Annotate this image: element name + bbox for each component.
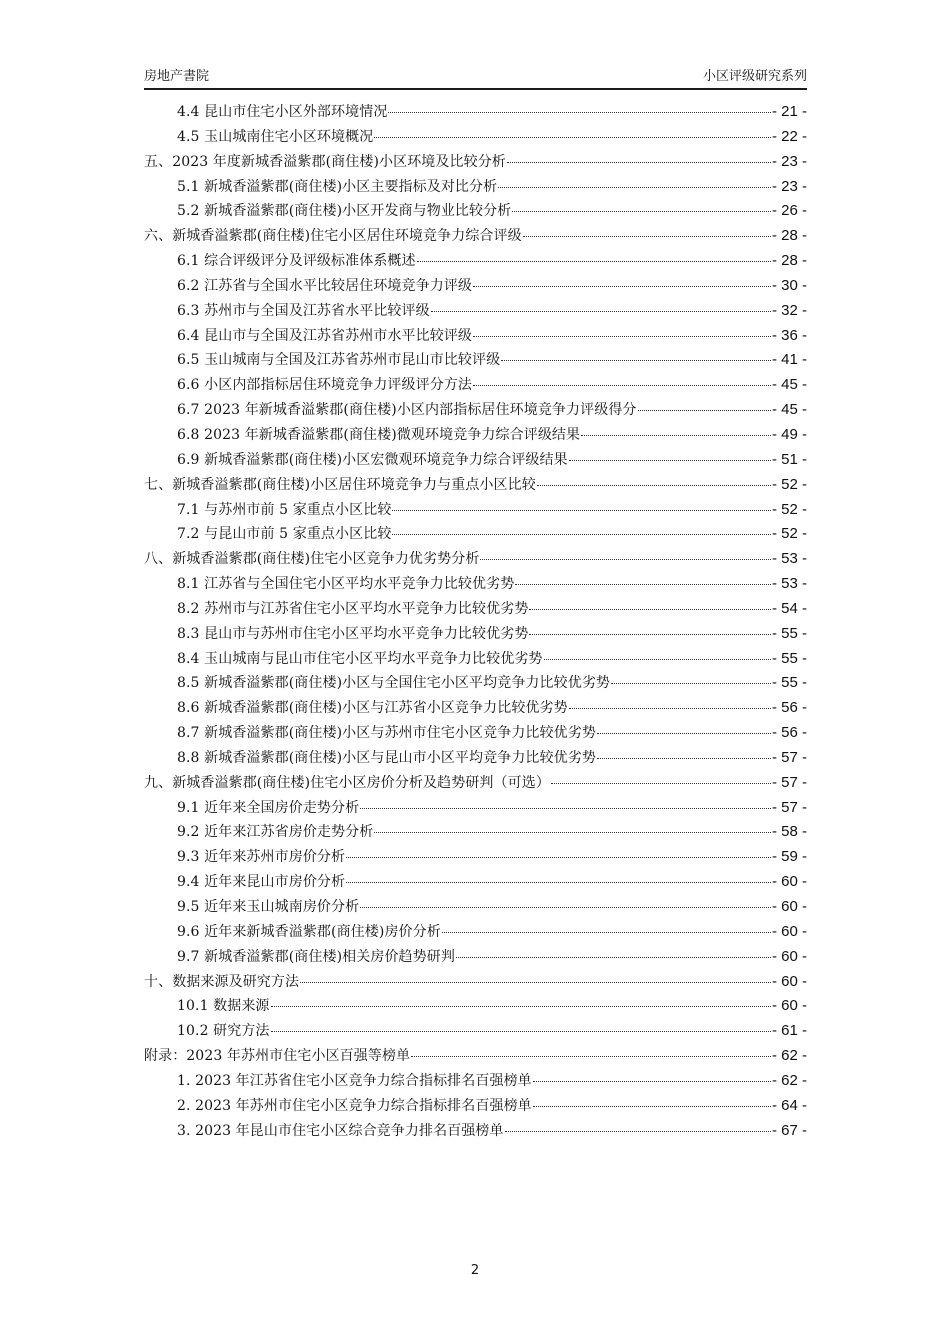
toc-entry-title: 九、新城香溢紫郡(商住楼)住宅小区房价分析及趋势研判（可选） [144, 774, 550, 791]
dot-leader [498, 173, 771, 188]
dot-leader [597, 744, 771, 759]
toc-entry-title: 10.2 研究方法 [177, 1023, 270, 1040]
toc-section-entry[interactable] [144, 498, 807, 523]
dot-leader [473, 272, 771, 287]
toc-entry-page: - 60 - [771, 947, 807, 965]
toc-entry-title: 8.5 新城香溢紫郡(商住楼)小区与全国住宅小区平均竞争力比较优劣势 [177, 675, 611, 692]
header-series-title: 小区评级研究系列 [702, 69, 807, 84]
toc-section-entry[interactable] [144, 299, 807, 324]
toc-entry-title: 8.1 江苏省与全国住宅小区平均水平竞争力比较优劣势 [177, 576, 515, 593]
toc-entry-title: 9.7 新城香溢紫郡(商住楼)相关房价趋势研判 [177, 948, 455, 965]
toc-section-entry[interactable] [144, 398, 807, 423]
dot-leader [300, 968, 771, 983]
toc-entry-page: - 52 - [771, 475, 807, 493]
dot-leader [537, 471, 771, 486]
dot-leader [533, 1092, 771, 1107]
dot-leader [529, 595, 771, 610]
toc-section-entry[interactable] [144, 622, 807, 647]
toc-entry-title: 5.2 新城香溢紫郡(商住楼)小区开发商与物业比较分析 [177, 203, 512, 220]
toc-entry-page: - 30 - [771, 276, 807, 294]
toc-entry-title: 六、新城香溢紫郡(商住楼)住宅小区居住环境竞争力综合评级 [144, 228, 522, 245]
toc-section-entry[interactable] [144, 994, 807, 1019]
toc-entry-page: - 60 - [771, 873, 807, 891]
toc-entry-page: - 57 - [771, 748, 807, 766]
toc-entry-title: 9.2 近年来江苏省房价走势分析 [177, 824, 374, 841]
dot-leader [431, 297, 771, 312]
toc-entry-title: 8.6 新城香溢紫郡(商住楼)小区与江苏省小区竞争力比较优劣势 [177, 700, 568, 717]
toc-entry-page: - 41 - [771, 351, 807, 369]
toc-entry-title: 6.1 综合评级评分及评级标准体系概述 [177, 253, 416, 270]
toc-entry-page: - 32 - [771, 301, 807, 319]
toc-section-entry[interactable] [144, 423, 807, 448]
dot-leader [473, 371, 771, 386]
toc-entry-page: - 60 - [771, 972, 807, 990]
toc-section-entry[interactable] [144, 920, 807, 945]
dot-leader [501, 346, 771, 361]
toc-section-entry[interactable] [144, 870, 807, 895]
toc-entry-title: 8.4 玉山城南与昆山市住宅小区平均水平竞争力比较优劣势 [177, 650, 543, 667]
toc-entry-page: - 67 - [771, 1121, 807, 1139]
dot-leader [374, 818, 771, 833]
toc-entry-title: 3. 2023 年昆山市住宅小区综合竞争力排名百强榜单 [177, 1122, 504, 1139]
toc-section-entry[interactable] [144, 522, 807, 547]
toc-chapter-entry[interactable] [144, 970, 807, 995]
toc-entry-title: 6.7 2023 年新城香溢紫郡(商住楼)小区内部指标居住环境竞争力评级得分 [177, 402, 637, 419]
dot-leader [551, 769, 771, 784]
toc-section-entry[interactable] [144, 125, 807, 150]
dot-leader [638, 396, 771, 411]
dot-leader [456, 943, 771, 958]
toc-entry-page: - 23 - [771, 177, 807, 195]
toc-section-entry[interactable] [144, 1119, 807, 1144]
dot-leader [569, 446, 771, 461]
toc-entry-title: 7.1 与苏州市前 5 家重点小区比较 [177, 501, 392, 518]
dot-leader [271, 992, 771, 1007]
toc-section-entry[interactable] [144, 895, 807, 920]
toc-section-entry[interactable] [144, 597, 807, 622]
dot-leader [533, 1067, 771, 1082]
toc-entry-title: 6.2 江苏省与全国水平比较居住环境竞争力评级 [177, 277, 473, 294]
dot-leader [346, 843, 771, 858]
toc-section-entry[interactable] [144, 274, 807, 299]
toc-entry-title: 4.4 昆山市住宅小区外部环境情况 [177, 104, 388, 120]
toc-section-entry[interactable] [144, 175, 807, 200]
toc-section-entry[interactable] [144, 1019, 807, 1044]
toc-entry-title: 6.3 苏州市与全国及江苏省水平比较评级 [177, 302, 430, 319]
dot-leader [569, 694, 771, 709]
toc-entry-title: 6.4 昆山市与全国及江苏省苏州市水平比较评级 [177, 327, 473, 344]
toc-entry-title: 7.2 与昆山市前 5 家重点小区比较 [177, 526, 392, 543]
toc-entry-page: - 26 - [771, 202, 807, 220]
toc-entry-title: 五、2023 年度新城香溢紫郡(商住楼)小区环境及比较分析 [144, 153, 506, 170]
toc-section-entry[interactable] [144, 845, 807, 870]
toc-entry-page: - 54 - [771, 599, 807, 617]
dot-leader [374, 123, 771, 138]
dot-leader [417, 247, 771, 262]
toc-entry-page: - 64 - [771, 1096, 807, 1114]
toc-entry-page: - 53 - [771, 550, 807, 568]
header-publisher: 房地产書院 [144, 69, 210, 84]
toc-entry-page: - 60 - [771, 997, 807, 1015]
toc-entry-page: - 60 - [771, 898, 807, 915]
dot-leader [360, 794, 771, 809]
toc-entry-title: 6.8 2023 年新城香溢紫郡(商住楼)微观环境竞争力综合评级结果 [177, 426, 581, 443]
dot-leader [392, 496, 771, 511]
toc-entry-page: - 55 - [771, 674, 807, 692]
toc-entry-page: - 45 - [771, 401, 807, 419]
toc-entry-title: 4.5 玉山城南住宅小区环境概况 [177, 128, 374, 145]
toc-entry-title: 附录：2023 年苏州市住宅小区百强等榜单 [144, 1048, 411, 1065]
toc-entry-page: - 57 - [771, 798, 807, 816]
toc-entry-page: - 28 - [771, 227, 807, 245]
toc-entry-page: - 22 - [771, 127, 807, 145]
toc-section-entry[interactable] [144, 249, 807, 274]
toc-entry-page: - 58 - [771, 823, 807, 841]
dot-leader [523, 222, 771, 237]
toc-entry-page: - 56 - [771, 724, 807, 742]
dot-leader [597, 719, 771, 734]
toc-entry-page: - 62 - [771, 1071, 807, 1089]
toc-section-entry[interactable] [144, 324, 807, 349]
toc-entry-title: 6.6 小区内部指标居住环境竞争力评级评分方法 [177, 377, 473, 394]
dot-leader [507, 148, 771, 163]
toc-entry-page: - 56 - [771, 699, 807, 717]
toc-entry-title: 6.5 玉山城南与全国及江苏省苏州市昆山市比较评级 [177, 352, 501, 369]
toc-entry-title: 十、数据来源及研究方法 [144, 973, 300, 990]
toc-chapter-entry[interactable] [144, 224, 807, 249]
dot-leader [480, 545, 771, 560]
toc-chapter-entry[interactable] [144, 1044, 807, 1069]
toc-section-entry[interactable] [144, 572, 807, 597]
toc-entry-title: 9.1 近年来全国房价走势分析 [177, 799, 360, 816]
toc-section-entry[interactable] [144, 796, 807, 821]
toc-entry-page: - 36 - [771, 326, 807, 344]
toc-section-entry[interactable] [144, 671, 807, 696]
dot-leader [388, 98, 771, 113]
dot-leader [411, 1042, 771, 1057]
toc-entry-title: 八、新城香溢紫郡(商住楼)住宅小区竞争力优劣势分析 [144, 551, 480, 568]
dot-leader [392, 520, 771, 535]
page-number: 2 [470, 1263, 480, 1278]
toc-entry-page: - 59 - [771, 848, 807, 866]
toc-section-entry[interactable] [144, 746, 807, 771]
dot-leader [611, 669, 771, 684]
dot-leader [442, 918, 771, 933]
table-of-contents [144, 100, 807, 1143]
toc-entry-page: - 55 - [771, 649, 807, 667]
toc-entry-page: - 60 - [771, 922, 807, 940]
toc-entry-page: - 28 - [771, 252, 807, 270]
toc-entry-title: 6.9 新城香溢紫郡(商住楼)小区宏微观环境竞争力综合评级结果 [177, 451, 568, 468]
toc-section-entry[interactable] [144, 373, 807, 398]
toc-entry-page: - 52 - [771, 525, 807, 543]
toc-entry-title: 9.4 近年来昆山市房价分析 [177, 874, 346, 891]
page-header [144, 68, 807, 90]
toc-entry-page: - 23 - [771, 152, 807, 170]
toc-entry-title: 8.2 苏州市与江苏省住宅小区平均水平竞争力比较优劣势 [177, 600, 529, 617]
toc-section-entry[interactable] [144, 348, 807, 373]
toc-entry-title: 5.1 新城香溢紫郡(商住楼)小区主要指标及对比分析 [177, 178, 498, 195]
dot-leader [529, 620, 771, 635]
toc-entry-page: - 49 - [771, 425, 807, 443]
dot-leader [581, 421, 771, 436]
toc-entry-title: 8.3 昆山市与苏州市住宅小区平均水平竞争力比较优劣势 [177, 625, 529, 642]
dot-leader [505, 1117, 771, 1132]
toc-entry-page: - 53 - [771, 575, 807, 593]
dot-leader [346, 868, 771, 883]
toc-entry-page: - 45 - [771, 376, 807, 394]
toc-section-entry[interactable] [144, 696, 807, 721]
toc-section-entry[interactable] [144, 448, 807, 473]
toc-section-entry[interactable] [144, 820, 807, 845]
toc-chapter-entry[interactable] [144, 771, 807, 796]
toc-section-entry[interactable] [144, 945, 807, 970]
toc-section-entry[interactable] [144, 199, 807, 224]
toc-entry-title: 8.8 新城香溢紫郡(商住楼)小区与昆山市小区平均竞争力比较优劣势 [177, 749, 596, 766]
dot-leader [360, 893, 771, 908]
toc-entry-title: 1. 2023 年江苏省住宅小区竞争力综合指标排名百强榜单 [177, 1072, 532, 1089]
toc-entry-page: - 21 - [771, 103, 807, 120]
toc-section-entry[interactable] [144, 721, 807, 746]
dot-leader [271, 1017, 771, 1032]
toc-entry-title: 9.6 近年来新城香溢紫郡(商住楼)房价分析 [177, 923, 441, 940]
dot-leader [473, 322, 771, 337]
toc-entry-page: - 55 - [771, 624, 807, 642]
toc-entry-title: 七、新城香溢紫郡(商住楼)小区居住环境竞争力与重点小区比较 [144, 476, 536, 493]
toc-entry-title: 2. 2023 年苏州市住宅小区竞争力综合指标排名百强榜单 [177, 1097, 532, 1114]
dot-leader [512, 197, 771, 212]
toc-entry-title: 9.3 近年来苏州市房价分析 [177, 849, 346, 866]
toc-entry-page: - 51 - [771, 450, 807, 468]
toc-entry-page: - 52 - [771, 500, 807, 518]
toc-section-entry[interactable] [144, 1094, 807, 1119]
toc-chapter-entry[interactable] [144, 150, 807, 175]
dot-leader [544, 645, 771, 660]
dot-leader [515, 570, 771, 585]
toc-section-entry[interactable] [144, 1069, 807, 1094]
toc-entry-title: 10.1 数据来源 [177, 998, 270, 1015]
toc-section-entry[interactable] [144, 647, 807, 672]
toc-entry-page: - 57 - [771, 773, 807, 791]
toc-section-entry[interactable] [144, 100, 807, 125]
toc-chapter-entry[interactable] [144, 547, 807, 572]
toc-entry-page: - 61 - [771, 1022, 807, 1040]
toc-chapter-entry[interactable] [144, 473, 807, 498]
toc-entry-title: 8.7 新城香溢紫郡(商住楼)小区与苏州市住宅小区竞争力比较优劣势 [177, 725, 596, 742]
toc-entry-page: - 62 - [771, 1047, 807, 1065]
toc-entry-title: 9.5 近年来玉山城南房价分析 [177, 899, 360, 915]
